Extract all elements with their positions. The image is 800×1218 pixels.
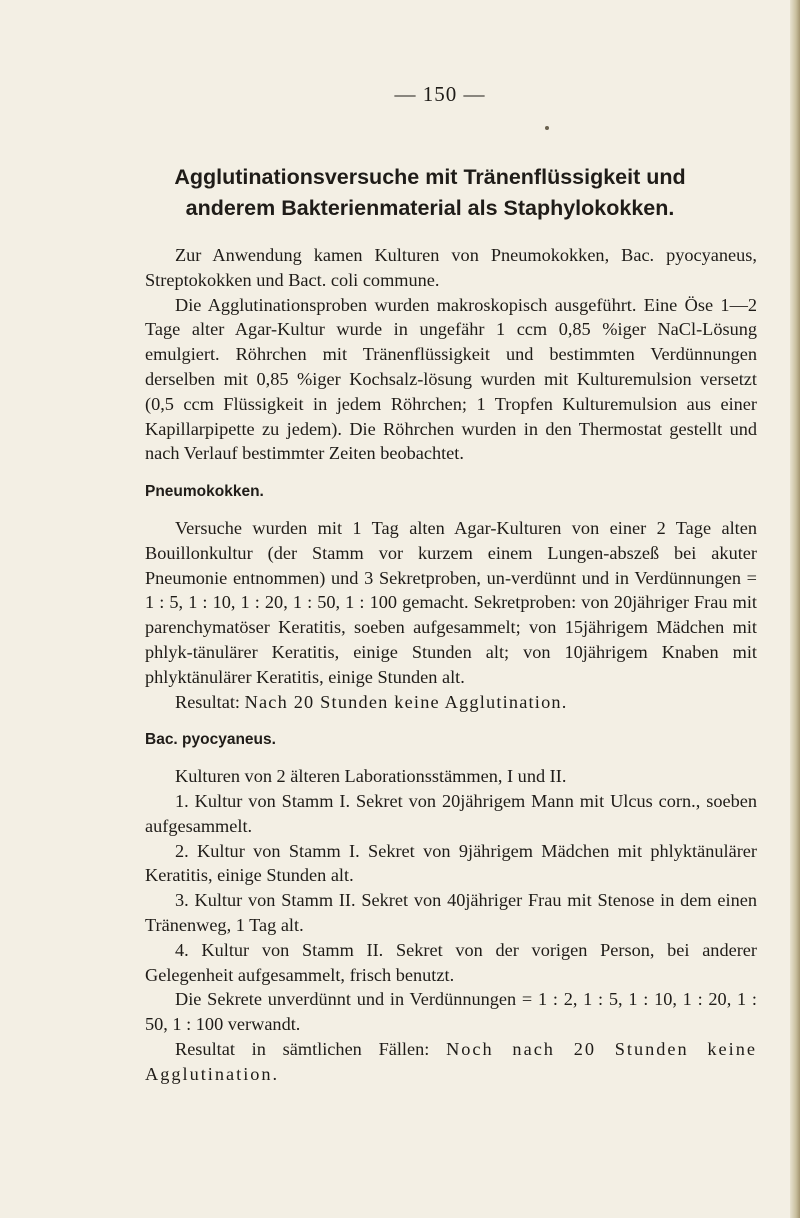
pneumo-result [145, 690, 757, 715]
section-heading [100, 162, 760, 224]
pyo-result-text: Noch nach 20 Stunden keine Agglutination. [145, 1038, 757, 1084]
subheading-pneumokokken: Pneumokokken. [145, 483, 264, 501]
subheading-pyocyaneus: Bac. pyocyaneus. [145, 731, 276, 749]
pyo-result [145, 1037, 757, 1087]
heading-line-2: anderem Bakterienmaterial als Staphylokokken. [185, 196, 675, 220]
page-edge [790, 0, 800, 1218]
page-number: — 150 — [394, 82, 486, 106]
pyo-item-4: 4. Kultur von Stamm II. Sekret von der vorigen Person, bei anderer Gelegenheit aufgesammelt, frisch benutzt. [145, 939, 757, 985]
print-speck [545, 126, 549, 130]
pneumo-result-text: Nach 20 Stunden keine Agglutination. [244, 691, 568, 712]
pyo-item-1: 1. Kultur von Stamm I. Sekret von 20jährigem Mann mit Ulcus corn., soeben aufgesammelt. [145, 790, 757, 836]
pyo-item-2: 2. Kultur von Stamm I. Sekret von 9jährigem Mädchen mit phlyktänulärer Keratitis, einige Stunden alt. [145, 840, 757, 886]
heading-line-1: Agglutinationsversuche mit Tränenflüssigkeit und [174, 165, 686, 189]
intro-paragraph-2: Die Agglutinationsproben wurden makroskopisch ausgeführt. Eine Öse 1—2 Tage alter Agar-Kultur wurde in ungefähr 1 ccm 0,85 %iger NaCl-Lösung emulgiert. Röhrchen mit Tränenflüssigkeit und bestimmten Verdünnungen derselben mit 0,85 %iger Kochsalz-lösung wurden mit Kulturemulsion versetzt (0,5 ccm Flüssigkeit in jedem Röhrchen; 1 Tropfen Kulturemulsion aus einer Kapillarpipette zu jedem). Die Röhrchen wurden in den Thermostat gestellt und nach Verlauf bestimmter Zeiten beobachtet. [145, 294, 757, 464]
pyo-paragraph: Kulturen von 2 älteren Laborationsstämmen, I und II. [175, 766, 567, 787]
body-text [145, 243, 757, 1087]
intro-paragraph-1: Zur Anwendung kamen Kulturen von Pneumokokken, Bac. pyocyaneus, Streptokokken und Bact. coli commune. [145, 245, 757, 290]
pyo-dilution: Die Sekrete unverdünnt und in Verdünnungen = 1 : 2, 1 : 5, 1 : 10, 1 : 20, 1 : 50, 1 : 100 verwandt. [145, 989, 757, 1035]
pyo-item-3: 3. Kultur von Stamm II. Sekret von 40jähriger Frau mit Stenose in dem einen Tränenweg, 1 Tag alt. [145, 890, 757, 935]
pneumo-result-label: Resultat: [175, 691, 240, 712]
pyo-result-label: Resultat in sämtlichen Fällen: [175, 1038, 430, 1059]
pneumo-paragraph: Versuche wurden mit 1 Tag alten Agar-Kulturen von einer 2 Tage alten Bouillonkultur (der Stamm vor kurzem einem Lungen-abszeß bei akuter Pneumonie entnommen) und 3 Sekretproben, un-verdünnt und in Verdünnungen = 1 : 5, 1 : 10, 1 : 20, 1 : 50, 1 : 100 gemacht. Sekretproben: von 20jähriger Frau mit parenchymatöser Keratitis, soeben aufgesammelt; von 15jährigem Mädchen mit phlyk-tänulärer Keratitis, einige Stunden alt; von 10jährigem Knaben mit phlyktänulärer Keratitis, einige Stunden alt. [145, 517, 757, 687]
